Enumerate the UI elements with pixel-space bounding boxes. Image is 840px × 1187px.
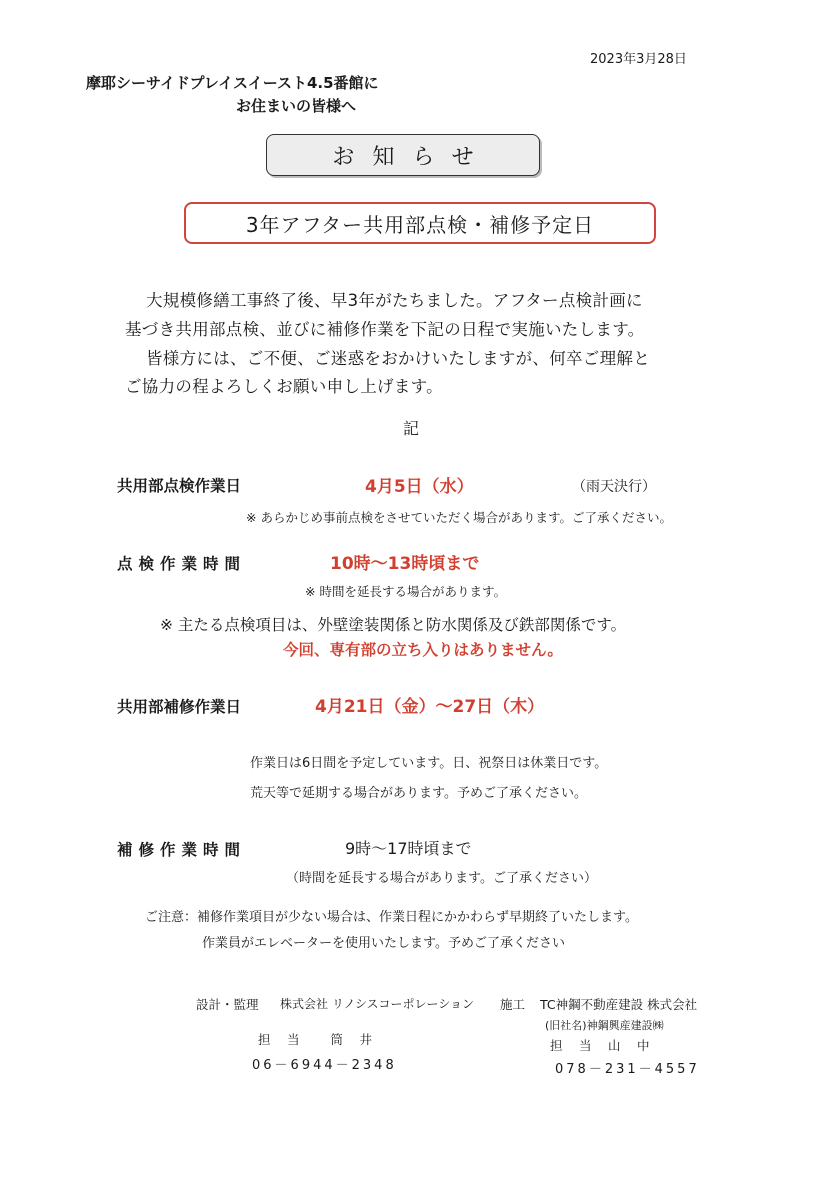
- caution-line-1: ご注意：補修作業項目が少ない場合は、作業日程にかかわらず早期終了いたします。: [145, 910, 638, 925]
- no-entry-notice: 今回、専有部の立ち入りはありません。: [283, 641, 563, 659]
- recipient-residents: お住まいの皆様へ: [236, 97, 357, 115]
- inspection-time-note: ※ 時間を延長する場合があります。: [305, 584, 506, 599]
- repair-date-value: 4月21日（金）～27日（木）: [315, 697, 545, 717]
- ki-heading: 記: [403, 419, 420, 438]
- repair-time-note: （時間を延長する場合があります。ご了承ください）: [286, 871, 597, 886]
- inspection-date-label: 共用部点検作業日: [117, 477, 242, 495]
- notice-title: お知らせ: [332, 144, 492, 170]
- design-phone: 06－6944－2348: [252, 1058, 397, 1073]
- body-line-3: 皆様方には、ご不便、ご迷惑をおかけいたしますが、何卒ご理解と: [146, 349, 650, 368]
- body-line-2: 基づき共用部点検、並びに補修作業を下記の日程で実施いたします。: [125, 320, 645, 339]
- repair-time-value: 9時～17時頃まで: [345, 839, 472, 858]
- caution-line-2: 作業員がエレベーターを使用いたします。予めご了承ください: [202, 936, 565, 951]
- design-staff: 担 当 筒 井: [258, 1032, 375, 1047]
- repair-date-label: 共用部補修作業日: [117, 698, 242, 716]
- notice-title-box: [266, 134, 540, 176]
- recipient-building: 摩耶シーサイドプレイスイースト4.5番館に: [86, 74, 379, 92]
- inspection-date-value: 4月5日（水）: [365, 477, 474, 497]
- inspection-items-note: ※ 主たる点検項目は、外壁塗装関係と防水関係及び鉄部関係です。: [160, 616, 627, 634]
- design-company: 株式会社 リノシスコーポレーション: [280, 997, 475, 1011]
- inspection-time-label: 点検作業時間: [117, 555, 247, 573]
- construction-staff: 担 当 山 中: [550, 1038, 652, 1053]
- subject-box: [184, 202, 656, 244]
- notice-date: 2023年3月28日: [590, 52, 687, 67]
- body-line-1: 大規模修繕工事終了後、早3年がたちました。アフター点検計画に: [146, 291, 643, 310]
- inspection-weather-note: （雨天決行）: [572, 479, 656, 495]
- inspection-time-value: 10時～13時頃まで: [330, 554, 480, 574]
- construction-label: 施工: [500, 997, 526, 1012]
- repair-note-1: 作業日は6日間を予定しています。日、祝祭日は休業日です。: [250, 756, 608, 771]
- body-line-4: ご協力の程よろしくお願い申し上げます。: [125, 377, 443, 396]
- repair-note-2: 荒天等で延期する場合があります。予めご了承ください。: [250, 786, 587, 801]
- inspection-date-note: ※ あらかじめ事前点検をさせていただく場合があります。ご了承ください。: [246, 510, 672, 525]
- design-label: 設計・監理: [196, 997, 259, 1012]
- construction-company: TC神鋼不動産建設 株式会社: [540, 997, 698, 1012]
- construction-former-name: (旧社名)神鋼興産建設㈱: [545, 1019, 664, 1032]
- subject-title: 3年アフター共用部点検・補修予定日: [245, 212, 595, 237]
- repair-time-label: 補修作業時間: [117, 841, 247, 859]
- construction-phone: 078－231－4557: [555, 1062, 700, 1077]
